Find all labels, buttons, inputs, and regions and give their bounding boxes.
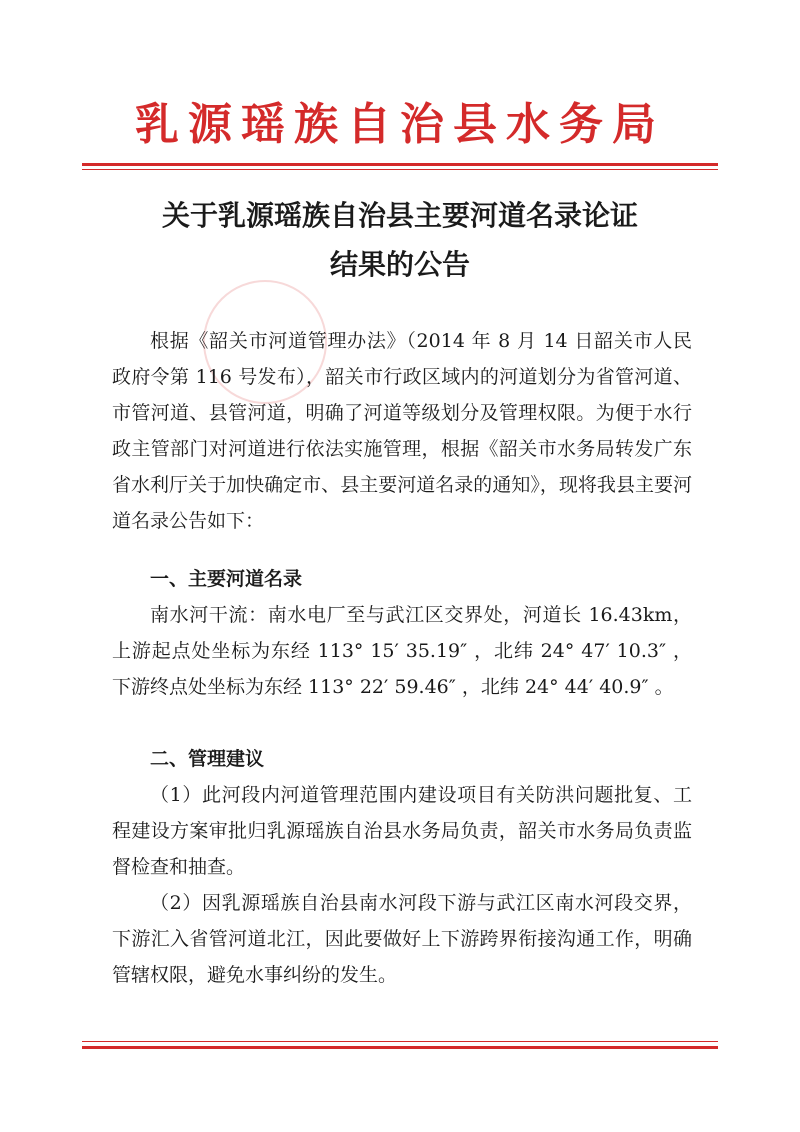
- section2-item1: （1）此河段内河道管理范围内建设项目有关防洪问题批复、工程建设方案审批归乳源瑶族自治县水务局负责，韶关市水务局负责监督检查和抽查。: [112, 784, 692, 878]
- header-rule-thick: [82, 163, 718, 166]
- notice-title-line1: 关于乳源瑶族自治县主要河道名录论证: [161, 199, 638, 232]
- issuing-authority-header: 乳源瑶族自治县水务局: [135, 99, 665, 150]
- header-rule-thin: [82, 169, 718, 170]
- section2-item2: （2）因乳源瑶族自治县南水河段下游与武江区南水河段交界，下游汇入省管河道北江，因此要做好上下游跨界衔接沟通工作，明确管辖权限，避免水事纠纷的发生。: [112, 892, 692, 986]
- intro-paragraph: 根据《韶关市河道管理办法》（2014 年 8 月 14 日韶关市人民政府令第 116 号发布），韶关市行政区域内的河道划分为省管河道、市管河道、县管河道，明确了河道等级划分及管理权限。为便于水行政主管部门对河道进行依法实施管理，根据《韶关市水务局转发广东省水利厅关于加快确定市、县主要河道名录的通知》，现将我县主要河道名录公告如下：: [112, 330, 692, 532]
- notice-title-line2: 结果的公告: [329, 248, 470, 281]
- section1-paragraph: 南水河干流：南水电厂至与武江区交界处，河道长 16.43km，上游起点处坐标为东经 113° 15′ 35.19″ ，北纬 24° 47′ 10.3″ ，下游终点处坐标为东经 113° 22′ 59.46″ ，北纬 24° 44′ 40.9″ 。: [112, 604, 692, 698]
- section-river-list: [112, 561, 692, 705]
- footer-rule-thick: [82, 1046, 718, 1049]
- intro-paragraph-block: [112, 323, 692, 539]
- section2-heading: 二、管理建议: [150, 748, 265, 770]
- footer-rule-thin: [82, 1041, 718, 1042]
- section-management-advice: [112, 741, 692, 993]
- section1-heading: 一、主要河道名录: [150, 568, 303, 590]
